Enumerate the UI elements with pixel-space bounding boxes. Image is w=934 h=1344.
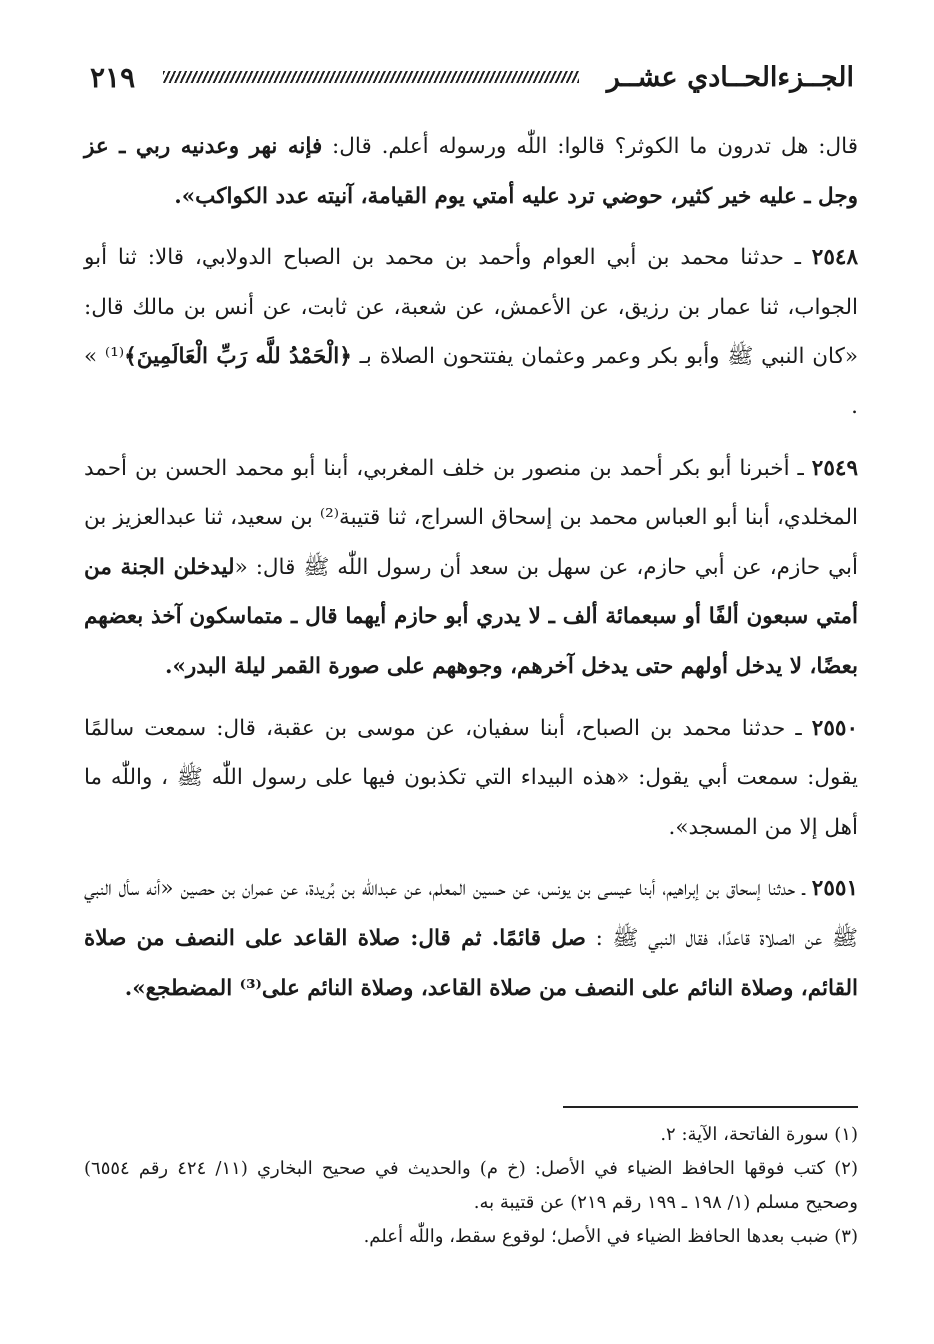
paragraph-text: قال: هل تدرون ما الكوثر؟ قالوا: اللّٰه ورسوله أعلم. قال: bbox=[322, 134, 858, 159]
footnotes bbox=[84, 1118, 858, 1254]
paragraph-bold-text: صل قائمًا. ثم قال: صلاة القاعد على النصف من صلاة القائم، وصلاة النائم على النصف من صلاة القاعد، وصلاة النائم على⁽³⁾ المضطجع». bbox=[84, 925, 858, 1001]
paragraph-text: ـ حدثنا إسحاق بن إبراهيم، أبنا عيسى بن يونس، عن حسين المعلم، عن عبداللّٰه بن بُريدة، عن عمران بن حصين «أنه سأل النبي ﷺ عن الصلاة قاعدًا، فقال النبي ﷺ : bbox=[84, 876, 858, 951]
paragraph-text: ـ أخبرنا أبو بكر أحمد بن منصور بن خلف المغربي، أبنا أبو محمد الحسن بن أحمد المخلدي، أبنا أبو العباس محمد بن إسحاق السراج، ثنا قتيبة⁽²⁾ بن سعيد، ثنا عبدالعزيز بن أبي حازم، عن أبي حازم، عن سهل بن سعد أن رسول اللّٰه ﷺ قال: « bbox=[84, 455, 858, 580]
footnote-1: (١) سورة الفاتحة، الآية: ٢. bbox=[660, 1124, 858, 1145]
hadith-2550 bbox=[84, 704, 858, 853]
paragraph-bold-text: فإنه نهر وعدنيه ربي ـ عز وجل ـ عليه خير كثير، حوضي ترد عليه أمتي يوم القيامة، آنيته عدد الكواكب». bbox=[84, 134, 858, 209]
hadith-2549 bbox=[84, 444, 858, 692]
paragraph-tail: ⁽¹⁾ » . bbox=[84, 344, 858, 419]
running-title: الجــزءالحــادي عشــر bbox=[606, 61, 854, 93]
footnote-separator bbox=[563, 1106, 858, 1108]
paragraph-continuation bbox=[84, 122, 858, 221]
header-rule bbox=[163, 71, 579, 83]
page-number: ٢١٩ bbox=[90, 60, 136, 94]
hadith-number: ٢٥٤٨ bbox=[811, 245, 858, 271]
footnote-3: (٣) ضبب بعدها الحافظ الضياء في الأصل؛ لوقوع سقط، واللّٰه أعلم. bbox=[363, 1226, 858, 1247]
hadith-2551 bbox=[84, 864, 858, 1013]
hadith-number: ٢٥٥٠ bbox=[811, 715, 858, 741]
hadith-number: ٢٥٤٩ bbox=[811, 455, 858, 481]
page-header bbox=[90, 52, 854, 102]
footnote-2: (٢) كتب فوقها الحافظ الضياء في الأصل: (خ م) والحديث في صحيح البخاري (١١/ ٤٢٤ رقم ٦٥٥٤) وصحيح مسلم (١/ ١٩٨ ـ ١٩٩ رقم ٢١٩) عن قتيبة به. bbox=[84, 1158, 858, 1213]
hadith-2548 bbox=[84, 233, 858, 431]
paragraph-text: ـ حدثنا محمد بن أبي العوام وأحمد بن محمد بن الصباح الدولابي، قالا: ثنا أبو الجواب، ثنا عمار بن رزيق، عن الأعمش، عن شعبة، عن ثابت، عن أنس بن مالك قال: «كان النبي ﷺ وأبو بكر وعمر وعثمان يفتتحون الصلاة بـ bbox=[84, 245, 858, 370]
hadith-number: ٢٥٥١ bbox=[811, 876, 858, 902]
paragraph-bold-text: ليدخلن الجنة من أمتي سبعون ألفًا أو سبعمائة ألف ـ لا يدري أبو حازم أيهما قال ـ متماسكون آخذ بعضهم بعضًا، لا يدخل أولهم حتى يدخل آخرهم، وجوههم على صورة القمر ليلة البدر». bbox=[84, 554, 858, 679]
quran-quote: ﴿الْحَمْدُ للَّه رَبِّ الْعَالَمِينَ﴾ bbox=[124, 344, 352, 370]
main-text bbox=[84, 122, 858, 1025]
paragraph-text: ـ حدثنا محمد بن الصباح، أبنا سفيان، عن موسى بن عقبة، قال: سمعت سالمًا يقول: سمعت أبي يقول: «هذه البيداء التي تكذبون فيها على رسول اللّٰه ﷺ ، واللّٰه ما أهل إلا من المسجد». bbox=[84, 715, 858, 840]
